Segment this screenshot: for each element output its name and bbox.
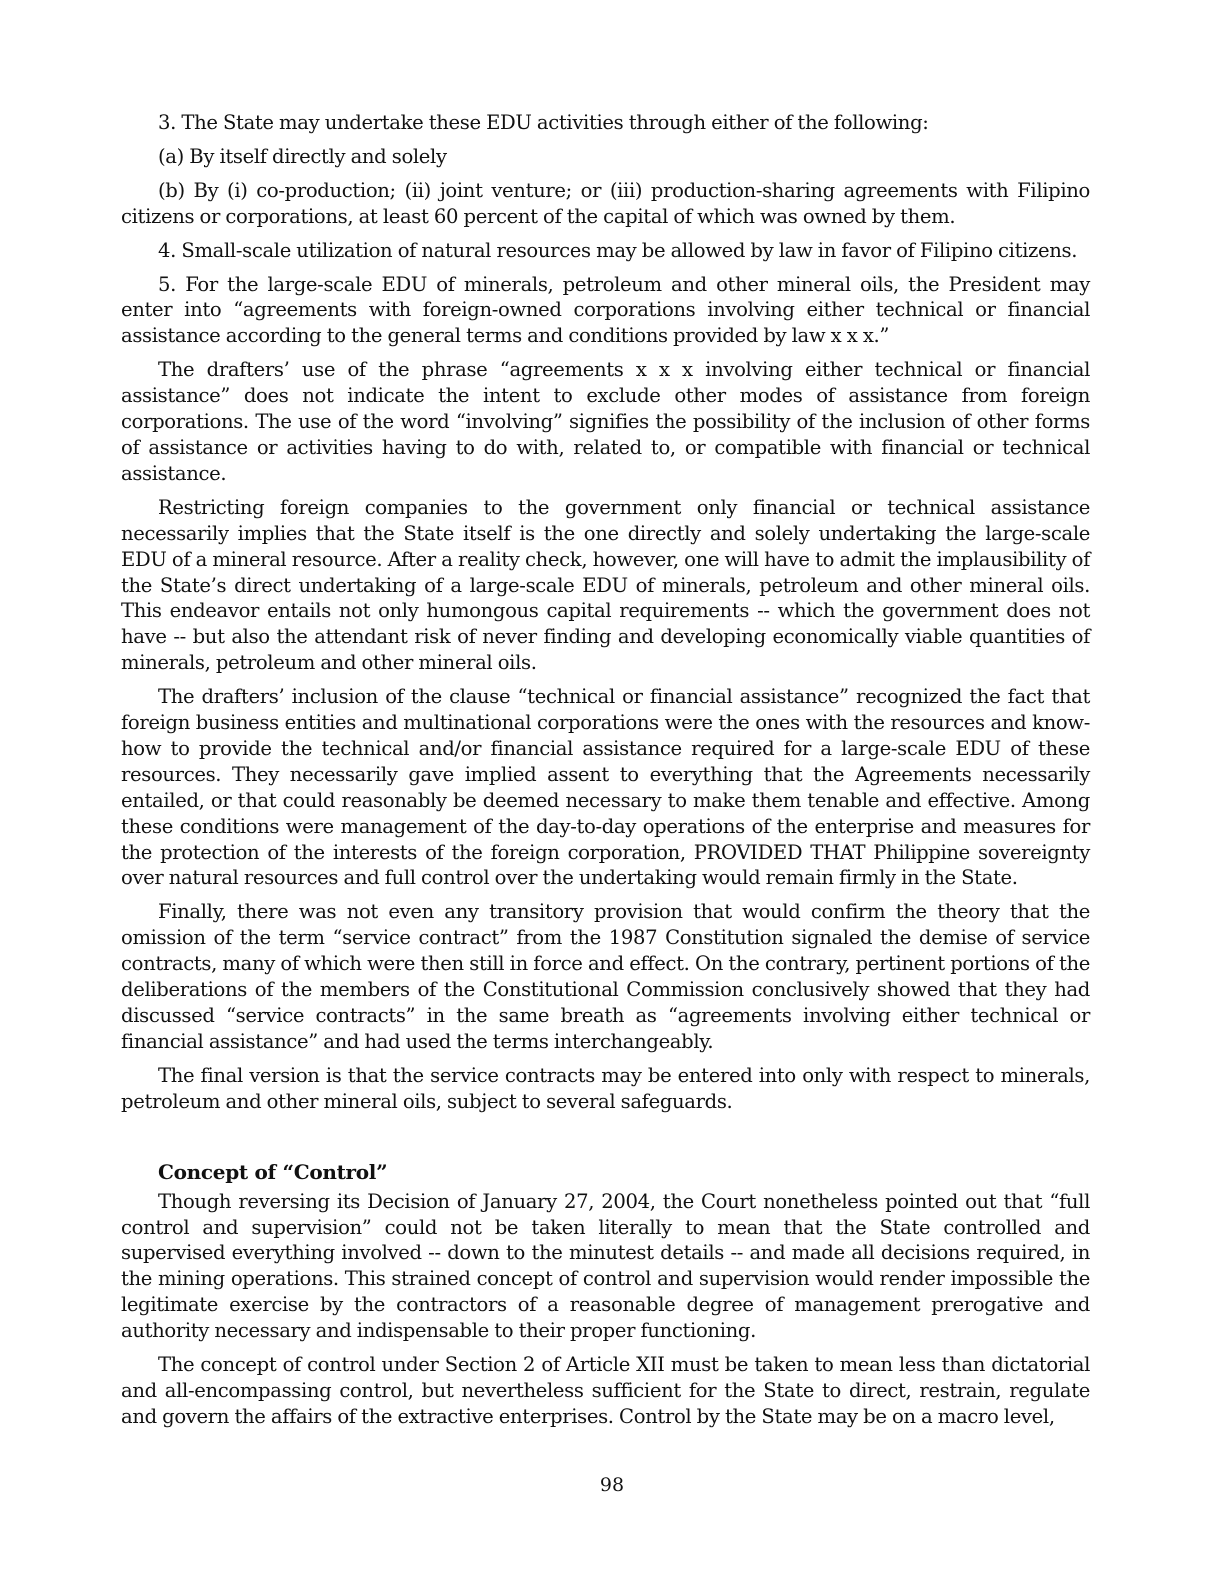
paragraph-restricting-foreign: Restricting foreign companies to the government only financial or technical assistance necessarily implies that the State itself is the one directly and solely undertaking the large-scale EDU of a mineral resource. After a reality check, however, one will have to admit the implausibility of the State’s direct undertaking of a large-scale EDU of minerals, petroleum and other mineral oils. This endeavor entails not only humongous capital requirements -- which the government does not have -- but also the attendant risk of never finding and developing economically viable quantities of minerals, petroleum and other mineral oils. (121, 495, 1090, 675)
section-heading: Concept of “Control” (158, 1159, 388, 1184)
paragraph-transitory-provision: Finally, there was not even any transitory provision that would confirm the theory that the omission of the term “service contract” from the 1987 Constitution signaled the demise of service contracts, many of which were then still in force and effect. On the contrary, pertinent portions of the deliberations of the members of the Constitutional Commission conclusively showed that they had discussed “service contracts” in the same breath as “agreements involving either technical or financial assistance” and had used the terms interchangeably. (121, 900, 1090, 1053)
document-page (121, 110, 1090, 1438)
paragraph-drafters-inclusion: The drafters’ inclusion of the clause “technical or financial assistance” recognized the fact that foreign business entities and multinational corporations were the ones with the resources and know-how to provide the technical and/or financial assistance required for a large-scale EDU of these resources. They necessarily gave implied assent to everything that the Agreements necessarily entailed, or that could reasonably be deemed necessary to make them tenable and effective. Among these conditions were management of the day-to-day operations of the enterprise and measures for the protection of the interests of the foreign corporation, PROVIDED THAT Philippine sovereignty over natural resources and full control over the undertaking would remain firmly in the State. (121, 685, 1090, 890)
page-number: 98 (599, 1474, 625, 1496)
paragraph-final-version: The final version is that the service contracts may be entered into only with respect to minerals, petroleum and other mineral oils, subject to several safeguards. (121, 1063, 1090, 1113)
paragraph-reversing-decision: Though reversing its Decision of January 27, 2004, the Court nonetheless pointed out that “full control and supervision” could not be taken literally to mean that the State controlled and supervised everything involved -- down to the minutest details -- and made all decisions required, in the mining operations. This strained concept of control and supervision would render impossible the legitimate exercise by the contractors of a reasonable degree of management prerogative and authority necessary and indispensable to their proper functioning. (121, 1189, 1090, 1343)
paragraph-drafters-phrase: The drafters’ use of the phrase “agreements x x x involving either technical or financial assistance” does not indicate the intent to exclude other modes of assistance from foreign corporations. The use of the word “involving” signifies the possibility of the inclusion of other forms of assistance or activities having to do with, related to, or compatible with financial or technical assistance. (121, 358, 1090, 485)
paragraph-item-3: 3. The State may undertake these EDU activities through either of the following: (158, 111, 929, 134)
paragraph-item-3a: (a) By itself directly and solely (158, 144, 447, 168)
paragraph-concept-of-control: The concept of control under Section 2 of Article XII must be taken to mean less than dictatorial and all-encompassing control, but nevertheless sufficient for the State to direct, restrain, regulate and govern the affairs of the extractive enterprises. Control by the State may be on a macro level, (121, 1353, 1090, 1428)
paragraph-item-3b: (b) By (i) co-production; (ii) joint venture; or (iii) production-sharing agreements with Filipino citizens or corporations, at least 60 percent of the capital of which was owned by them. (121, 178, 1090, 228)
paragraph-item-4: 4. Small-scale utilization of natural resources may be allowed by law in favor of Filipino citizens. (158, 238, 1078, 262)
paragraph-item-5: 5. For the large-scale EDU of minerals, petroleum and other mineral oils, the President may enter into “agreements with foreign-owned corporations involving either technical or financial assistance according to the general terms and conditions provided by law x x x.” (121, 272, 1090, 348)
